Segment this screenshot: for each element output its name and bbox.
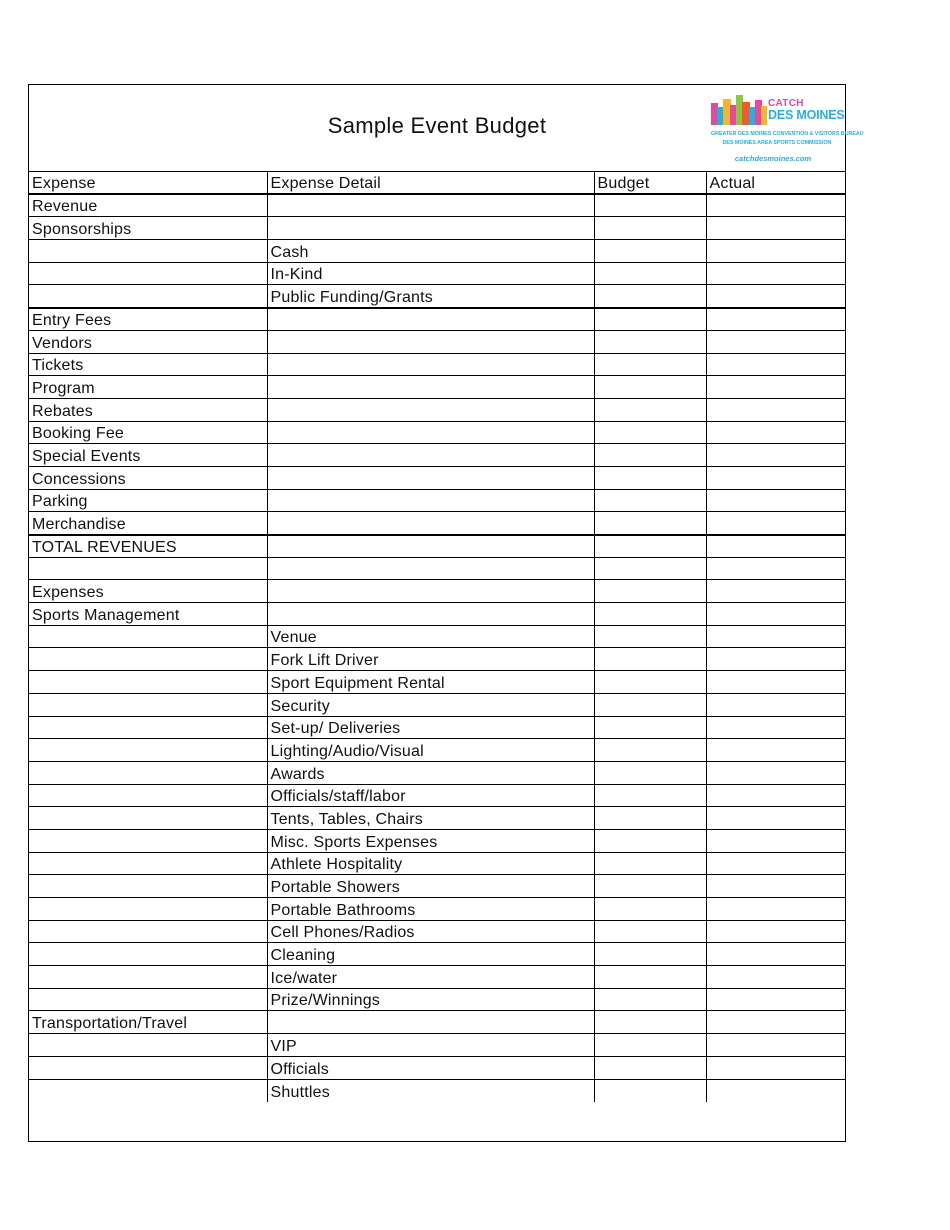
expense-cell: TOTAL REVENUES: [29, 535, 267, 558]
actual-cell[interactable]: [706, 671, 845, 694]
actual-cell[interactable]: [706, 580, 845, 603]
expense-detail-cell: Ice/water: [267, 966, 594, 989]
expense-detail-cell: Security: [267, 693, 594, 716]
expense-cell: Special Events: [29, 444, 267, 467]
expense-cell: Merchandise: [29, 512, 267, 535]
table-row: [29, 716, 845, 739]
budget-cell[interactable]: [594, 943, 706, 966]
expense-detail-cell: [267, 308, 594, 331]
expense-cell: Rebates: [29, 398, 267, 421]
expense-cell: [29, 761, 267, 784]
expense-cell: [29, 784, 267, 807]
budget-cell[interactable]: [594, 285, 706, 308]
budget-cell[interactable]: [594, 648, 706, 671]
table-row: [29, 376, 845, 399]
logo-line-2: DES MOINES AREA SPORTS COMMISSION: [722, 140, 832, 146]
actual-cell[interactable]: [706, 308, 845, 331]
actual-cell[interactable]: [706, 898, 845, 921]
actual-cell[interactable]: [706, 1056, 845, 1079]
table-row: [29, 966, 845, 989]
expense-cell: [29, 829, 267, 852]
header-actual: Actual: [706, 172, 845, 195]
expense-cell: Concessions: [29, 466, 267, 489]
expense-detail-cell: [267, 512, 594, 535]
budget-cell[interactable]: [594, 807, 706, 830]
actual-cell[interactable]: [706, 353, 845, 376]
actual-cell[interactable]: [706, 285, 845, 308]
expense-detail-cell: [267, 1011, 594, 1034]
actual-cell[interactable]: [706, 920, 845, 943]
expense-detail-cell: Set-up/ Deliveries: [267, 716, 594, 739]
expense-cell: [29, 920, 267, 943]
expense-cell: Revenue: [29, 194, 267, 217]
expense-detail-cell: VIP: [267, 1034, 594, 1057]
expense-detail-cell: In-Kind: [267, 262, 594, 285]
table-row: [29, 330, 845, 353]
table-row: [29, 240, 845, 263]
budget-cell[interactable]: [594, 920, 706, 943]
expense-cell: [29, 943, 267, 966]
budget-cell[interactable]: [594, 489, 706, 512]
budget-cell[interactable]: [594, 262, 706, 285]
logo-url: catchdesmoines.com: [734, 154, 812, 163]
expense-cell: Sports Management: [29, 603, 267, 626]
expense-detail-cell: Fork Lift Driver: [267, 648, 594, 671]
expense-detail-cell: Officials/staff/labor: [267, 784, 594, 807]
expense-detail-cell: Portable Showers: [267, 875, 594, 898]
table-row: [29, 988, 845, 1011]
budget-cell[interactable]: [594, 444, 706, 467]
budget-cell[interactable]: [594, 784, 706, 807]
budget-cell[interactable]: [594, 308, 706, 331]
table-row: [29, 943, 845, 966]
expense-detail-cell: [267, 217, 594, 240]
budget-cell[interactable]: [594, 1056, 706, 1079]
expense-cell: [29, 262, 267, 285]
expense-detail-cell: Athlete Hospitality: [267, 852, 594, 875]
expense-detail-cell: Sport Equipment Rental: [267, 671, 594, 694]
logo-catch-text: CATCH: [768, 98, 804, 109]
table-row: [29, 625, 845, 648]
table-row: [29, 512, 845, 535]
expense-detail-cell: Lighting/Audio/Visual: [267, 739, 594, 762]
actual-cell[interactable]: [706, 376, 845, 399]
expense-cell: [29, 739, 267, 762]
table-row: [29, 421, 845, 444]
title-area: [29, 85, 864, 171]
budget-cell[interactable]: [594, 512, 706, 535]
table-header-row: [29, 172, 845, 195]
table-row: [29, 648, 845, 671]
actual-cell[interactable]: [706, 625, 845, 648]
actual-cell[interactable]: [706, 603, 845, 626]
table-row: [29, 898, 845, 921]
budget-cell[interactable]: [594, 330, 706, 353]
budget-cell[interactable]: [594, 761, 706, 784]
expense-cell: [29, 693, 267, 716]
table-row: [29, 398, 845, 421]
table-row: [29, 739, 845, 762]
budget-cell[interactable]: [594, 217, 706, 240]
actual-cell[interactable]: [706, 535, 845, 558]
actual-cell[interactable]: [706, 262, 845, 285]
budget-cell[interactable]: [594, 603, 706, 626]
expense-detail-cell: Cell Phones/Radios: [267, 920, 594, 943]
budget-cell[interactable]: [594, 535, 706, 558]
expense-detail-cell: Tents, Tables, Chairs: [267, 807, 594, 830]
expense-cell: Program: [29, 376, 267, 399]
expense-detail-cell: Cash: [267, 240, 594, 263]
expense-cell: Sponsorships: [29, 217, 267, 240]
expense-detail-cell: [267, 603, 594, 626]
table-row: [29, 829, 845, 852]
actual-cell[interactable]: [706, 739, 845, 762]
expense-detail-cell: [267, 444, 594, 467]
expense-detail-cell: Shuttles: [267, 1079, 594, 1102]
actual-cell[interactable]: [706, 330, 845, 353]
expense-detail-cell: [267, 535, 594, 558]
expense-detail-cell: [267, 398, 594, 421]
expense-cell: Transportation/Travel: [29, 1011, 267, 1034]
budget-cell[interactable]: [594, 671, 706, 694]
expense-cell: [29, 625, 267, 648]
actual-cell[interactable]: [706, 693, 845, 716]
table-row: [29, 262, 845, 285]
expense-cell: [29, 852, 267, 875]
actual-cell[interactable]: [706, 716, 845, 739]
header-expense-detail: Expense Detail: [267, 172, 594, 195]
actual-cell[interactable]: [706, 194, 845, 217]
expense-detail-cell: [267, 353, 594, 376]
actual-cell[interactable]: [706, 1034, 845, 1057]
actual-cell[interactable]: [706, 421, 845, 444]
expense-cell: Parking: [29, 489, 267, 512]
budget-cell[interactable]: [594, 580, 706, 603]
table-row: [29, 557, 845, 580]
table-row: [29, 535, 845, 558]
catch-des-moines-logo: [711, 93, 864, 165]
table-row: [29, 308, 845, 331]
logo-name-text: DES MOINES: [768, 108, 845, 122]
budget-cell[interactable]: [594, 739, 706, 762]
budget-cell[interactable]: [594, 1034, 706, 1057]
expense-cell: [29, 648, 267, 671]
actual-cell[interactable]: [706, 988, 845, 1011]
expense-cell: Expenses: [29, 580, 267, 603]
table-row: [29, 693, 845, 716]
budget-cell[interactable]: [594, 852, 706, 875]
actual-cell[interactable]: [706, 240, 845, 263]
actual-cell[interactable]: [706, 966, 845, 989]
budget-cell[interactable]: [594, 988, 706, 1011]
table-row: [29, 875, 845, 898]
expense-cell: [29, 716, 267, 739]
table-row: [29, 761, 845, 784]
table-row: [29, 466, 845, 489]
expense-cell: [29, 807, 267, 830]
table-row: [29, 1079, 845, 1102]
table-row: [29, 217, 845, 240]
table-row: [29, 671, 845, 694]
table-row: [29, 784, 845, 807]
budget-cell[interactable]: [594, 716, 706, 739]
budget-cell[interactable]: [594, 240, 706, 263]
table-row: [29, 489, 845, 512]
budget-cell[interactable]: [594, 194, 706, 217]
budget-cell[interactable]: [594, 1079, 706, 1102]
expense-cell: Vendors: [29, 330, 267, 353]
expense-cell: [29, 1034, 267, 1057]
expense-detail-cell: Prize/Winnings: [267, 988, 594, 1011]
table-row: [29, 353, 845, 376]
actual-cell[interactable]: [706, 943, 845, 966]
table-row: [29, 852, 845, 875]
expense-detail-cell: Awards: [267, 761, 594, 784]
actual-cell[interactable]: [706, 512, 845, 535]
actual-cell[interactable]: [706, 648, 845, 671]
budget-cell[interactable]: [594, 693, 706, 716]
budget-cell[interactable]: [594, 557, 706, 580]
expense-cell: [29, 671, 267, 694]
expense-detail-cell: [267, 376, 594, 399]
expense-cell: Booking Fee: [29, 421, 267, 444]
budget-sheet: [28, 84, 864, 1142]
expense-detail-cell: [267, 330, 594, 353]
expense-cell: [29, 1079, 267, 1102]
expense-cell: Entry Fees: [29, 308, 267, 331]
header-expense: Expense: [29, 172, 267, 195]
expense-cell: [29, 875, 267, 898]
expense-detail-cell: Cleaning: [267, 943, 594, 966]
budget-cell[interactable]: [594, 966, 706, 989]
expense-cell: [29, 988, 267, 1011]
budget-cell[interactable]: [594, 1011, 706, 1034]
actual-cell[interactable]: [706, 466, 845, 489]
header-budget: Budget: [594, 172, 706, 195]
expense-cell: Tickets: [29, 353, 267, 376]
actual-cell[interactable]: [706, 852, 845, 875]
budget-table: [29, 171, 845, 1102]
actual-cell[interactable]: [706, 489, 845, 512]
table-row: [29, 1056, 845, 1079]
budget-cell[interactable]: [594, 353, 706, 376]
expense-cell: [29, 1056, 267, 1079]
actual-cell[interactable]: [706, 829, 845, 852]
expense-detail-cell: [267, 557, 594, 580]
actual-cell[interactable]: [706, 807, 845, 830]
budget-cell[interactable]: [594, 376, 706, 399]
expense-detail-cell: [267, 194, 594, 217]
expense-cell: [29, 557, 267, 580]
actual-cell[interactable]: [706, 398, 845, 421]
expense-detail-cell: [267, 421, 594, 444]
expense-detail-cell: [267, 466, 594, 489]
budget-cell[interactable]: [594, 421, 706, 444]
actual-cell[interactable]: [706, 1011, 845, 1034]
expense-detail-cell: [267, 580, 594, 603]
table-row: [29, 807, 845, 830]
actual-cell[interactable]: [706, 444, 845, 467]
actual-cell[interactable]: [706, 784, 845, 807]
actual-cell[interactable]: [706, 761, 845, 784]
table-row: [29, 194, 845, 217]
expense-cell: [29, 898, 267, 921]
logo-line-1: GREATER DES MOINES CONVENTION & VISITORS BUREAU: [711, 131, 864, 137]
table-row: [29, 920, 845, 943]
budget-cell[interactable]: [594, 898, 706, 921]
table-row: [29, 1034, 845, 1057]
actual-cell[interactable]: [706, 875, 845, 898]
budget-cell[interactable]: [594, 466, 706, 489]
expense-cell: [29, 966, 267, 989]
skyline-logo-icon: [711, 93, 767, 127]
expense-detail-cell: Portable Bathrooms: [267, 898, 594, 921]
table-row: [29, 285, 845, 308]
table-row: [29, 603, 845, 626]
expense-detail-cell: Public Funding/Grants: [267, 285, 594, 308]
expense-cell: [29, 285, 267, 308]
expense-cell: [29, 240, 267, 263]
table-row: [29, 444, 845, 467]
expense-detail-cell: Officials: [267, 1056, 594, 1079]
budget-cell[interactable]: [594, 398, 706, 421]
table-row: [29, 1011, 845, 1034]
expense-detail-cell: Venue: [267, 625, 594, 648]
table-row: [29, 580, 845, 603]
budget-cell[interactable]: [594, 625, 706, 648]
actual-cell[interactable]: [706, 1079, 845, 1102]
expense-detail-cell: [267, 489, 594, 512]
expense-detail-cell: Misc. Sports Expenses: [267, 829, 594, 852]
budget-cell[interactable]: [594, 829, 706, 852]
page-title: Sample Event Budget: [327, 113, 547, 138]
budget-cell[interactable]: [594, 875, 706, 898]
actual-cell[interactable]: [706, 217, 845, 240]
actual-cell[interactable]: [706, 557, 845, 580]
